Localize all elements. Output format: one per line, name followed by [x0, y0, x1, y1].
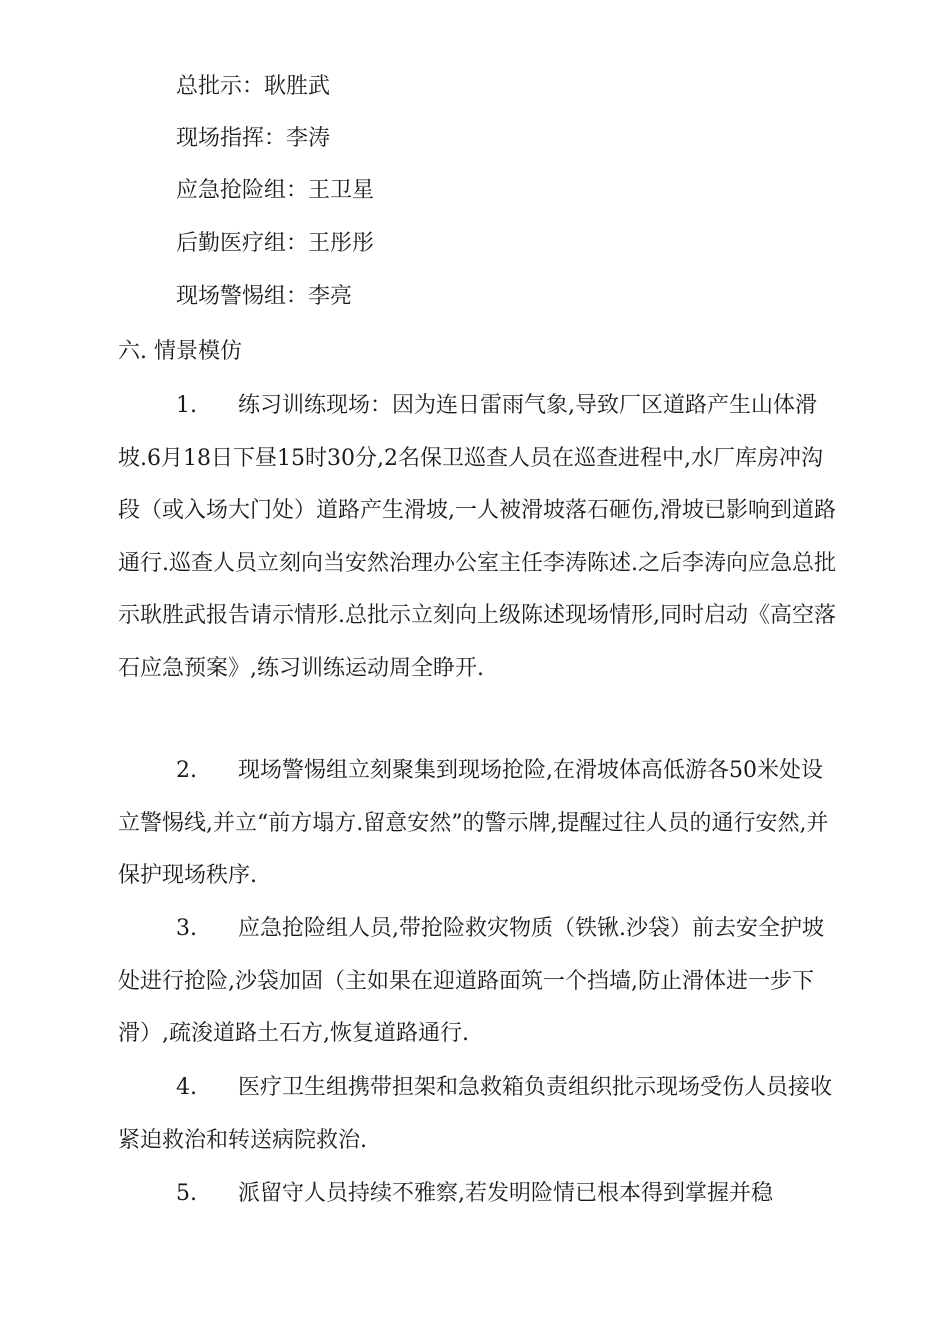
list-item [118, 745, 842, 903]
item-text: 医疗卫生组携带担架和急救箱负责组织批示现场受伤人员接收紧迫救治和转送病院救治. [118, 1075, 833, 1153]
role-person: 耿胜武 [264, 74, 331, 99]
role-line-medical-team [176, 229, 374, 259]
item-number: 3. [176, 916, 197, 941]
list-item [118, 903, 842, 1061]
role-person: 李涛 [286, 126, 331, 151]
item-number: 4. [176, 1075, 197, 1100]
item-text: 应急抢险组人员,带抢险救灾物质（铁锹.沙袋）前去安全护坡处进行抢险,沙袋加固（主如果在迎道路面筑一个挡墙,防止滑体进一步下滑）,疏浚道路土石方,恢复道路通行. [118, 916, 824, 1046]
role-label: 应急抢险组： [176, 178, 309, 203]
role-line-rescue-team [176, 176, 374, 206]
item-number: 2. [176, 758, 197, 783]
role-line-chief-approver [176, 72, 330, 102]
role-line-guard-team [176, 282, 352, 312]
item-text: 练习训练现场：因为连日雷雨气象,导致厂区道路产生山体滑坡.6月18日下昼15时30分,2名保卫巡查人员在巡查进程中,水厂库房冲沟段（或入场大门处）道路产生滑坡,一人被滑坡落石砸伤,滑坡已影响到道路通行.巡查人员立刻向当安然治理办公室主任李涛陈述.之后李涛向应急总批示耿胜武报告请示情形.总批示立刻向上级陈述现场情形,同时启动《高空落石应急预案》,练习训练运动周全睁开. [118, 393, 836, 681]
item-text: 派留守人员持续不雅察,若发明险情已根本得到掌握并稳 [238, 1181, 773, 1206]
item-number: 5. [176, 1181, 197, 1206]
role-line-site-commander [176, 124, 330, 154]
list-item [118, 1062, 842, 1167]
list-item [118, 1168, 842, 1221]
role-person: 王彤彤 [308, 231, 375, 256]
role-label: 总批示： [176, 74, 265, 99]
role-person: 李亮 [308, 284, 353, 309]
role-label: 后勤医疗组： [176, 231, 309, 256]
role-label: 现场指挥： [176, 126, 287, 151]
item-text: 现场警惕组立刻聚集到现场抢险,在滑坡体高低游各50米处设立警惕线,并立“前方塌方.留意安然”的警示牌,提醒过往人员的通行安然,并保护现场秩序. [118, 758, 829, 888]
list-item [118, 380, 842, 695]
role-person: 王卫星 [308, 178, 375, 203]
item-number: 1. [176, 393, 197, 418]
section-heading: 六. 情景模仿 [118, 339, 242, 364]
role-label: 现场警惕组： [176, 284, 309, 309]
